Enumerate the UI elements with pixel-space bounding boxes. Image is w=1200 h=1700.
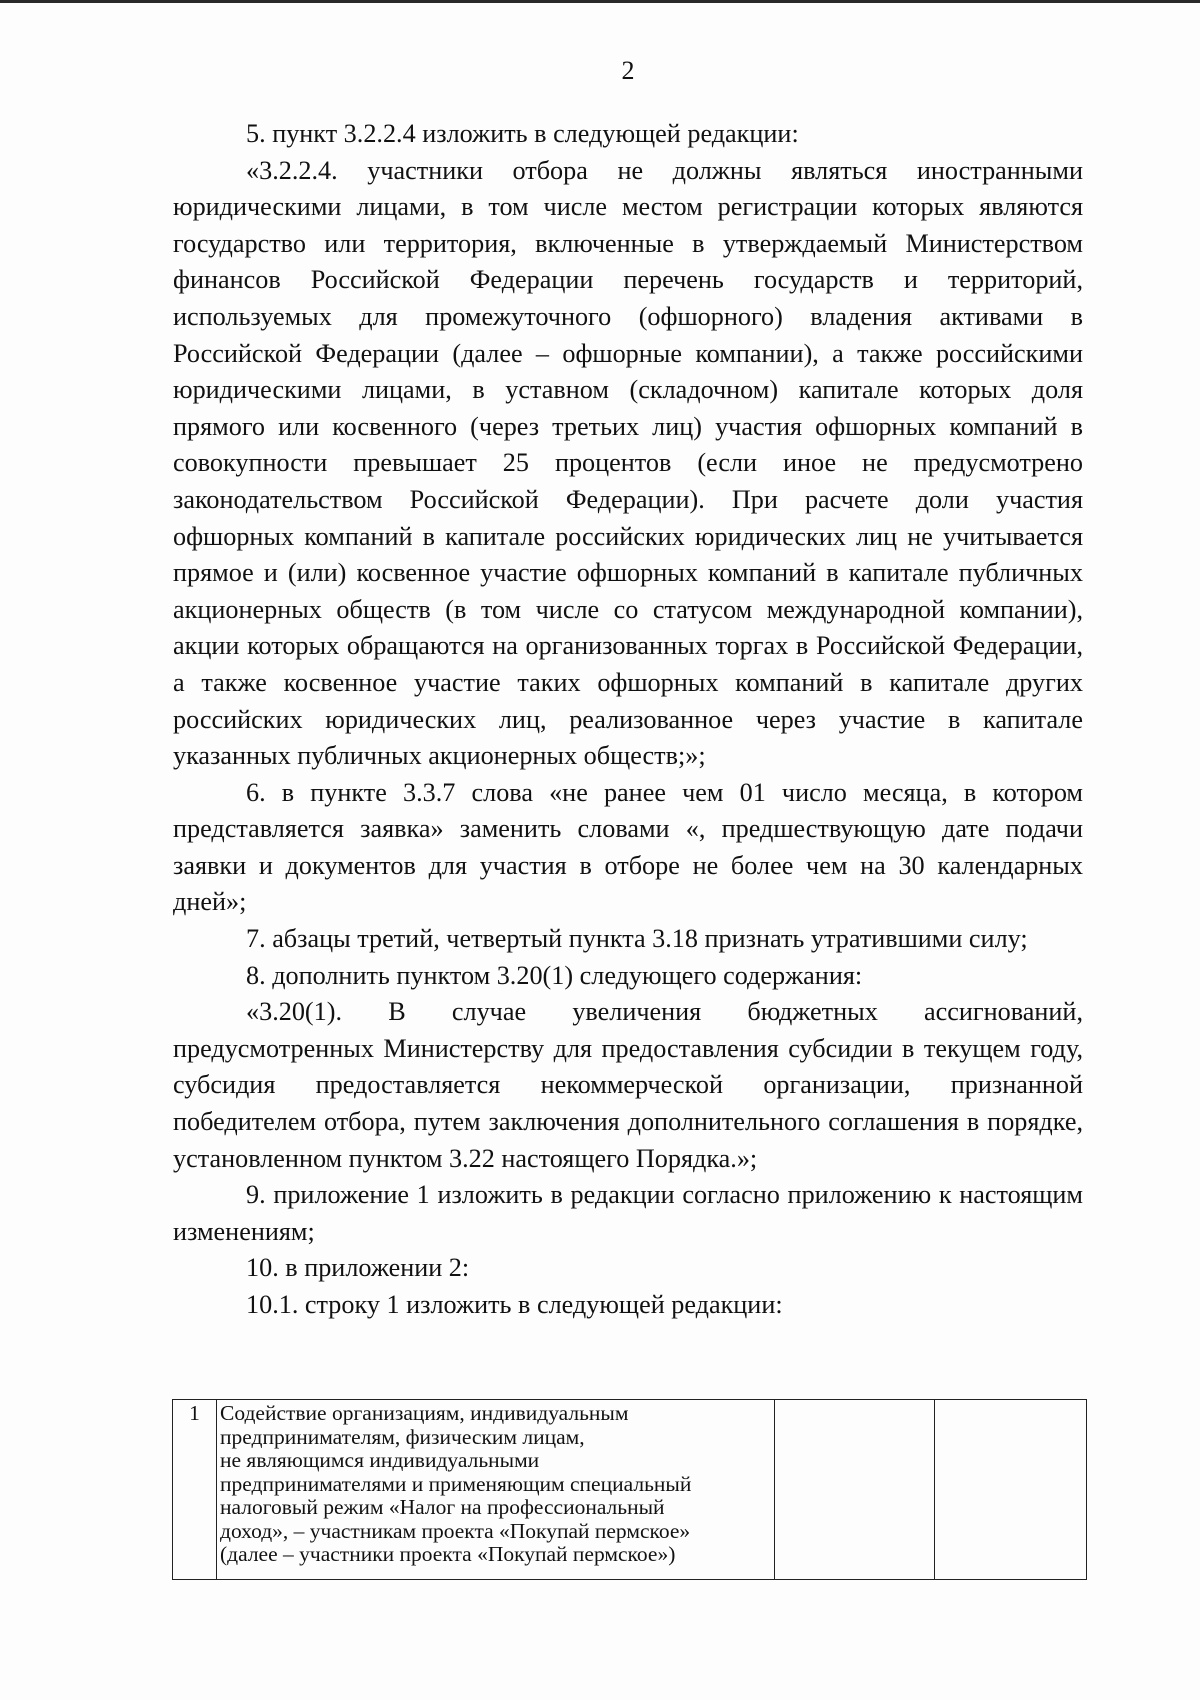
scan-top-edge <box>0 0 1200 3</box>
table-line: предпринимателям, физическим лицам, <box>220 1424 585 1449</box>
table-row <box>173 1400 1087 1580</box>
table-line: налоговый режим «Налог на профессиональный <box>220 1495 665 1519</box>
paragraph-quote-3-2-2-4: «3.2.2.4. участники отбора не должны являться иностранными юридическими лицами, в том числе местом регистрации которых являются государство или территория, включенные в утверждаемый Министерством финансов Российской Федерации перечень государств и территорий, используемых для промежуточного (офшорного) владения активами в Российской Федерации (далее – офшорные компании), а также российскими юридическими лицами, в уставном (складочном) капитале которых доля прямого или косвенного (через третьих лиц) участия офшорных компаний в совокупности превышает 25 процентов (если иное не предусмотрено законодательством Российской Федерации). При расчете доли участия офшорных компаний в капитале российских юридических лиц не учитывается прямое и (или) косвенное участие офшорных компаний в капитале публичных акционерных обществ (в том числе со статусом международной компании), акции которых обращаются на организованных торгах в Российской Федерации, а также косвенное участие таких офшорных компаний в капитале других российских юридических лиц, реализованное через участие в капитале указанных публичных акционерных обществ;»; <box>173 155 1083 771</box>
paragraph-item-9: 9. приложение 1 изложить в редакции согласно приложению к настоящим изменениям; <box>173 1180 1083 1246</box>
table-cell-number: 1 <box>173 1400 217 1580</box>
table-cell-empty <box>775 1400 935 1580</box>
table-line: (далее – участники проекта «Покупай пермское») <box>220 1542 676 1566</box>
table-line: доход», – участникам проекта «Покупай пермское» <box>220 1518 691 1543</box>
paragraph-item-7: 7. абзацы третий, четвертый пункта 3.18 признать утратившими силу; <box>246 924 1028 954</box>
paragraph-item-10-1: 10.1. строку 1 изложить в следующей редакции: <box>246 1290 783 1319</box>
paragraph-item-6: 6. в пункте 3.3.7 слова «не ранее чем 01 число месяца, в котором представляется заявка» заменить словами «, предшествующую дате подачи заявки и документов для участия в отборе не более чем на 30 календарных дней»; <box>173 777 1083 917</box>
table-cell-description <box>217 1400 775 1580</box>
paragraph-item-8: 8. дополнить пунктом 3.20(1) следующего содержания: <box>246 960 863 990</box>
table-line: предпринимателями и применяющим специальный <box>220 1471 692 1496</box>
paragraph-item-10: 10. в приложении 2: <box>246 1253 470 1283</box>
amendment-table <box>172 1399 1087 1580</box>
page-number: 2 <box>621 56 635 85</box>
table-line: не являющимся индивидуальными <box>220 1448 540 1472</box>
document-body <box>173 116 1083 1324</box>
paragraph-item-5: 5. пункт 3.2.2.4 изложить в следующей редакции: <box>246 119 799 148</box>
table-cell-empty <box>935 1400 1087 1580</box>
table-line: Содействие организациям, индивидуальным <box>220 1401 629 1425</box>
paragraph-quote-3-20-1: «3.20(1). В случае увеличения бюджетных ассигнований, предусмотренных Министерству для предоставления субсидии в текущем году, субсидия предоставляется некоммерческой организации, признанной победителем отбора, путем заключения дополнительного соглашения в порядке, установленном пунктом 3.22 настоящего Порядка.»; <box>173 997 1083 1173</box>
